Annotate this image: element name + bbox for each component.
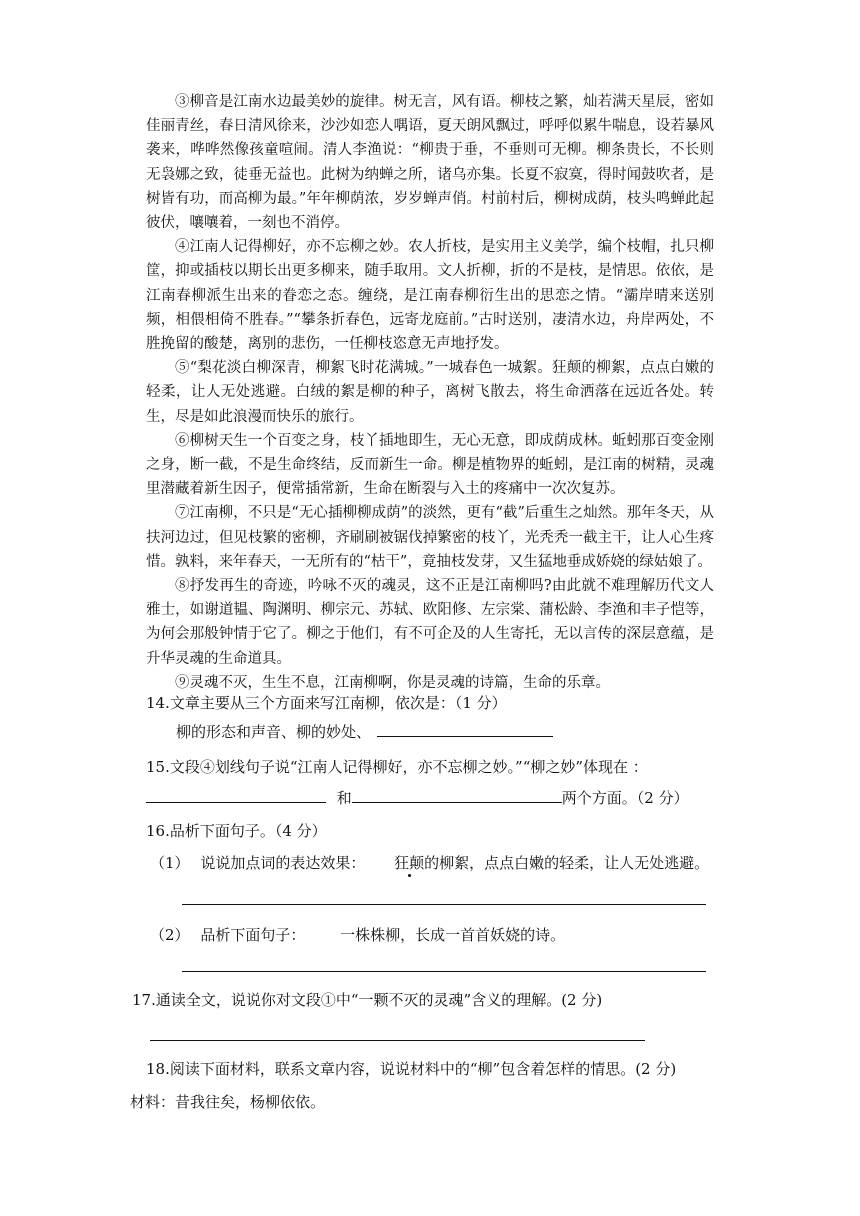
question-15-suffix: 两个方面。（2 分） [561,789,689,807]
question-16-dotted-word: 狂颠 [394,854,425,872]
question-16-sub-2-answer-line[interactable] [182,971,706,972]
question-15-answer-blank-1[interactable] [146,788,326,803]
question-16-sub-2-sentence: 一株株柳，长成一首首妖娆的诗。 [340,926,566,944]
question-15-answer-row [146,787,689,809]
question-17-answer-line[interactable] [150,1040,645,1041]
question-16-stem: 16.品析下面句子。（4 分） [146,822,327,840]
question-16-sub-2-label: （2） [150,926,190,944]
paragraph-8: ⑧抒发再生的奇迹，吟咏不灭的魂灵，这不正是江南柳吗?由此就不难理解历代文人雅士，如谢道韫、陶渊明、柳宗元、苏轼、欧阳修、左宗棠、蒲松龄、李渔和丰子恺等，为何会那般钟情于它了。柳之于他们，有不可企及的人生寄托，无以言传的深层意蕴，是升华灵魂的生命道具。 [146,578,714,667]
question-16-sub-1-label: （1） [150,854,190,872]
reading-passage [146,90,714,695]
question-18-material: 材料：昔我往矣，杨柳依依。 [130,1093,326,1111]
question-14-answer-blank[interactable] [377,722,553,737]
question-17-stem: 17.通读全文，说说你对文段①中“一颗不灭的灵魂”含义的理解。(2 分) [132,991,603,1009]
question-15-stem: 15.文段④划线句子说“江南人记得柳好，亦不忘柳之妙。”“柳之妙”体现在 ： [146,758,648,776]
question-14-answer-row [176,721,553,743]
paragraph-4: ④江南人记得柳好，亦不忘柳之妙。农人折枝，是实用主义美学，编个枝帽，扎只柳筐，抑或插枝以期长出更多柳来，随手取用。文人折柳，折的不是枝，是情思。依依，是江南春柳派生出来的眷恋之态。缠绕，是江南春柳衍生出的思恋之情。“灞岸晴来送别频，相偎相倚不胜春。”“攀条折春色，远寄龙庭前。”古时送别，凄清水边，舟岸两处，不胜挽留的酸楚，离别的悲伤，一任柳枝恣意无声地抒发。 [146,239,714,353]
question-16-sub-1 [150,852,709,874]
question-16-sub-1-rest: 的柳絮，点点白嫩的轻柔，让人无处逃避。 [424,854,710,872]
question-18-stem: 18.阅读下面材料，联系文章内容，说说材料中的“柳”包含着怎样的情思。(2 分) [146,1060,677,1078]
question-15-and: 和 [336,789,352,807]
paragraph-9: ⑨灵魂不灭，生生不息，江南柳啊，你是灵魂的诗篇，生命的乐章。 [175,674,610,691]
question-16-sub-2-text: 品析下面句子： [200,926,306,944]
question-16-sub-1-answer-line[interactable] [182,904,706,905]
paragraph-6: ⑥柳树天生一个百变之身，枝丫插地即生，无心无意，即成荫成林。蚯蚓那百变金刚之身，断一截，不是生命终结，反而新生一命。柳是植物界的蚯蚓，是江南的树精，灵魂里潜藏着新生因子，便常插常新，生命在断裂与入土的疼痛中一次次复苏。 [146,432,714,498]
paragraph-5: ⑤“梨花淡白柳深青，柳絮飞时花满城。”一城春色一城絮。狂颠的柳絮，点点白嫩的轻柔，让人无处逃避。白绒的絮是柳的种子，离树飞散去，将生命洒落在远近各处。转生，尽是如此浪漫而快乐的旅行。 [146,360,714,425]
question-14-stem: 14.文章主要从三个方面来写江南柳，依次是：（1 分） [146,694,507,712]
question-16-sub-2 [150,924,565,946]
paragraph-3: ③柳音是江南水边最美妙的旋律。树无言，风有语。柳枝之繁，灿若满天星辰，密如佳丽青丝，春日清风徐来，沙沙如恋人喁语，夏天朗风飘过，呼呼似累牛喘息，设若暴风袭来，哗哗然像孩童喧闹。清人李渔说：“柳贵于垂，不垂则可无柳。柳条贵长，不长则无袅娜之致，徒垂无益也。此树为纳蝉之所，诸乌亦集。长夏不寂寞，得时闻鼓吹者，是树皆有功，而高柳为最。”年年柳荫浓，岁岁蝉声俏。村前村后，柳树成荫，枝头鸣蝉此起彼伏，嚷嚷着，一刻也不消停。 [146,94,714,232]
question-16-sub-1-text: 说说加点词的表达效果： [200,854,366,872]
question-14-prefix: 柳的形态和声音、柳的妙处、 [176,723,372,741]
question-15-answer-blank-2[interactable] [352,788,562,803]
paragraph-7: ⑦江南柳，不只是“无心插柳柳成荫”的淡然，更有“截”后重生之灿然。那年冬天，从扶河边过，但见枝繁的密柳，齐刷刷被锯伐掉繁密的枝丫，光秃秃一截主干，让人心生疼惜。孰料，来年春天，一无所有的“枯干”，竟抽枝发芽，又生猛地垂成娇娆的绿姑娘了。 [146,505,714,570]
